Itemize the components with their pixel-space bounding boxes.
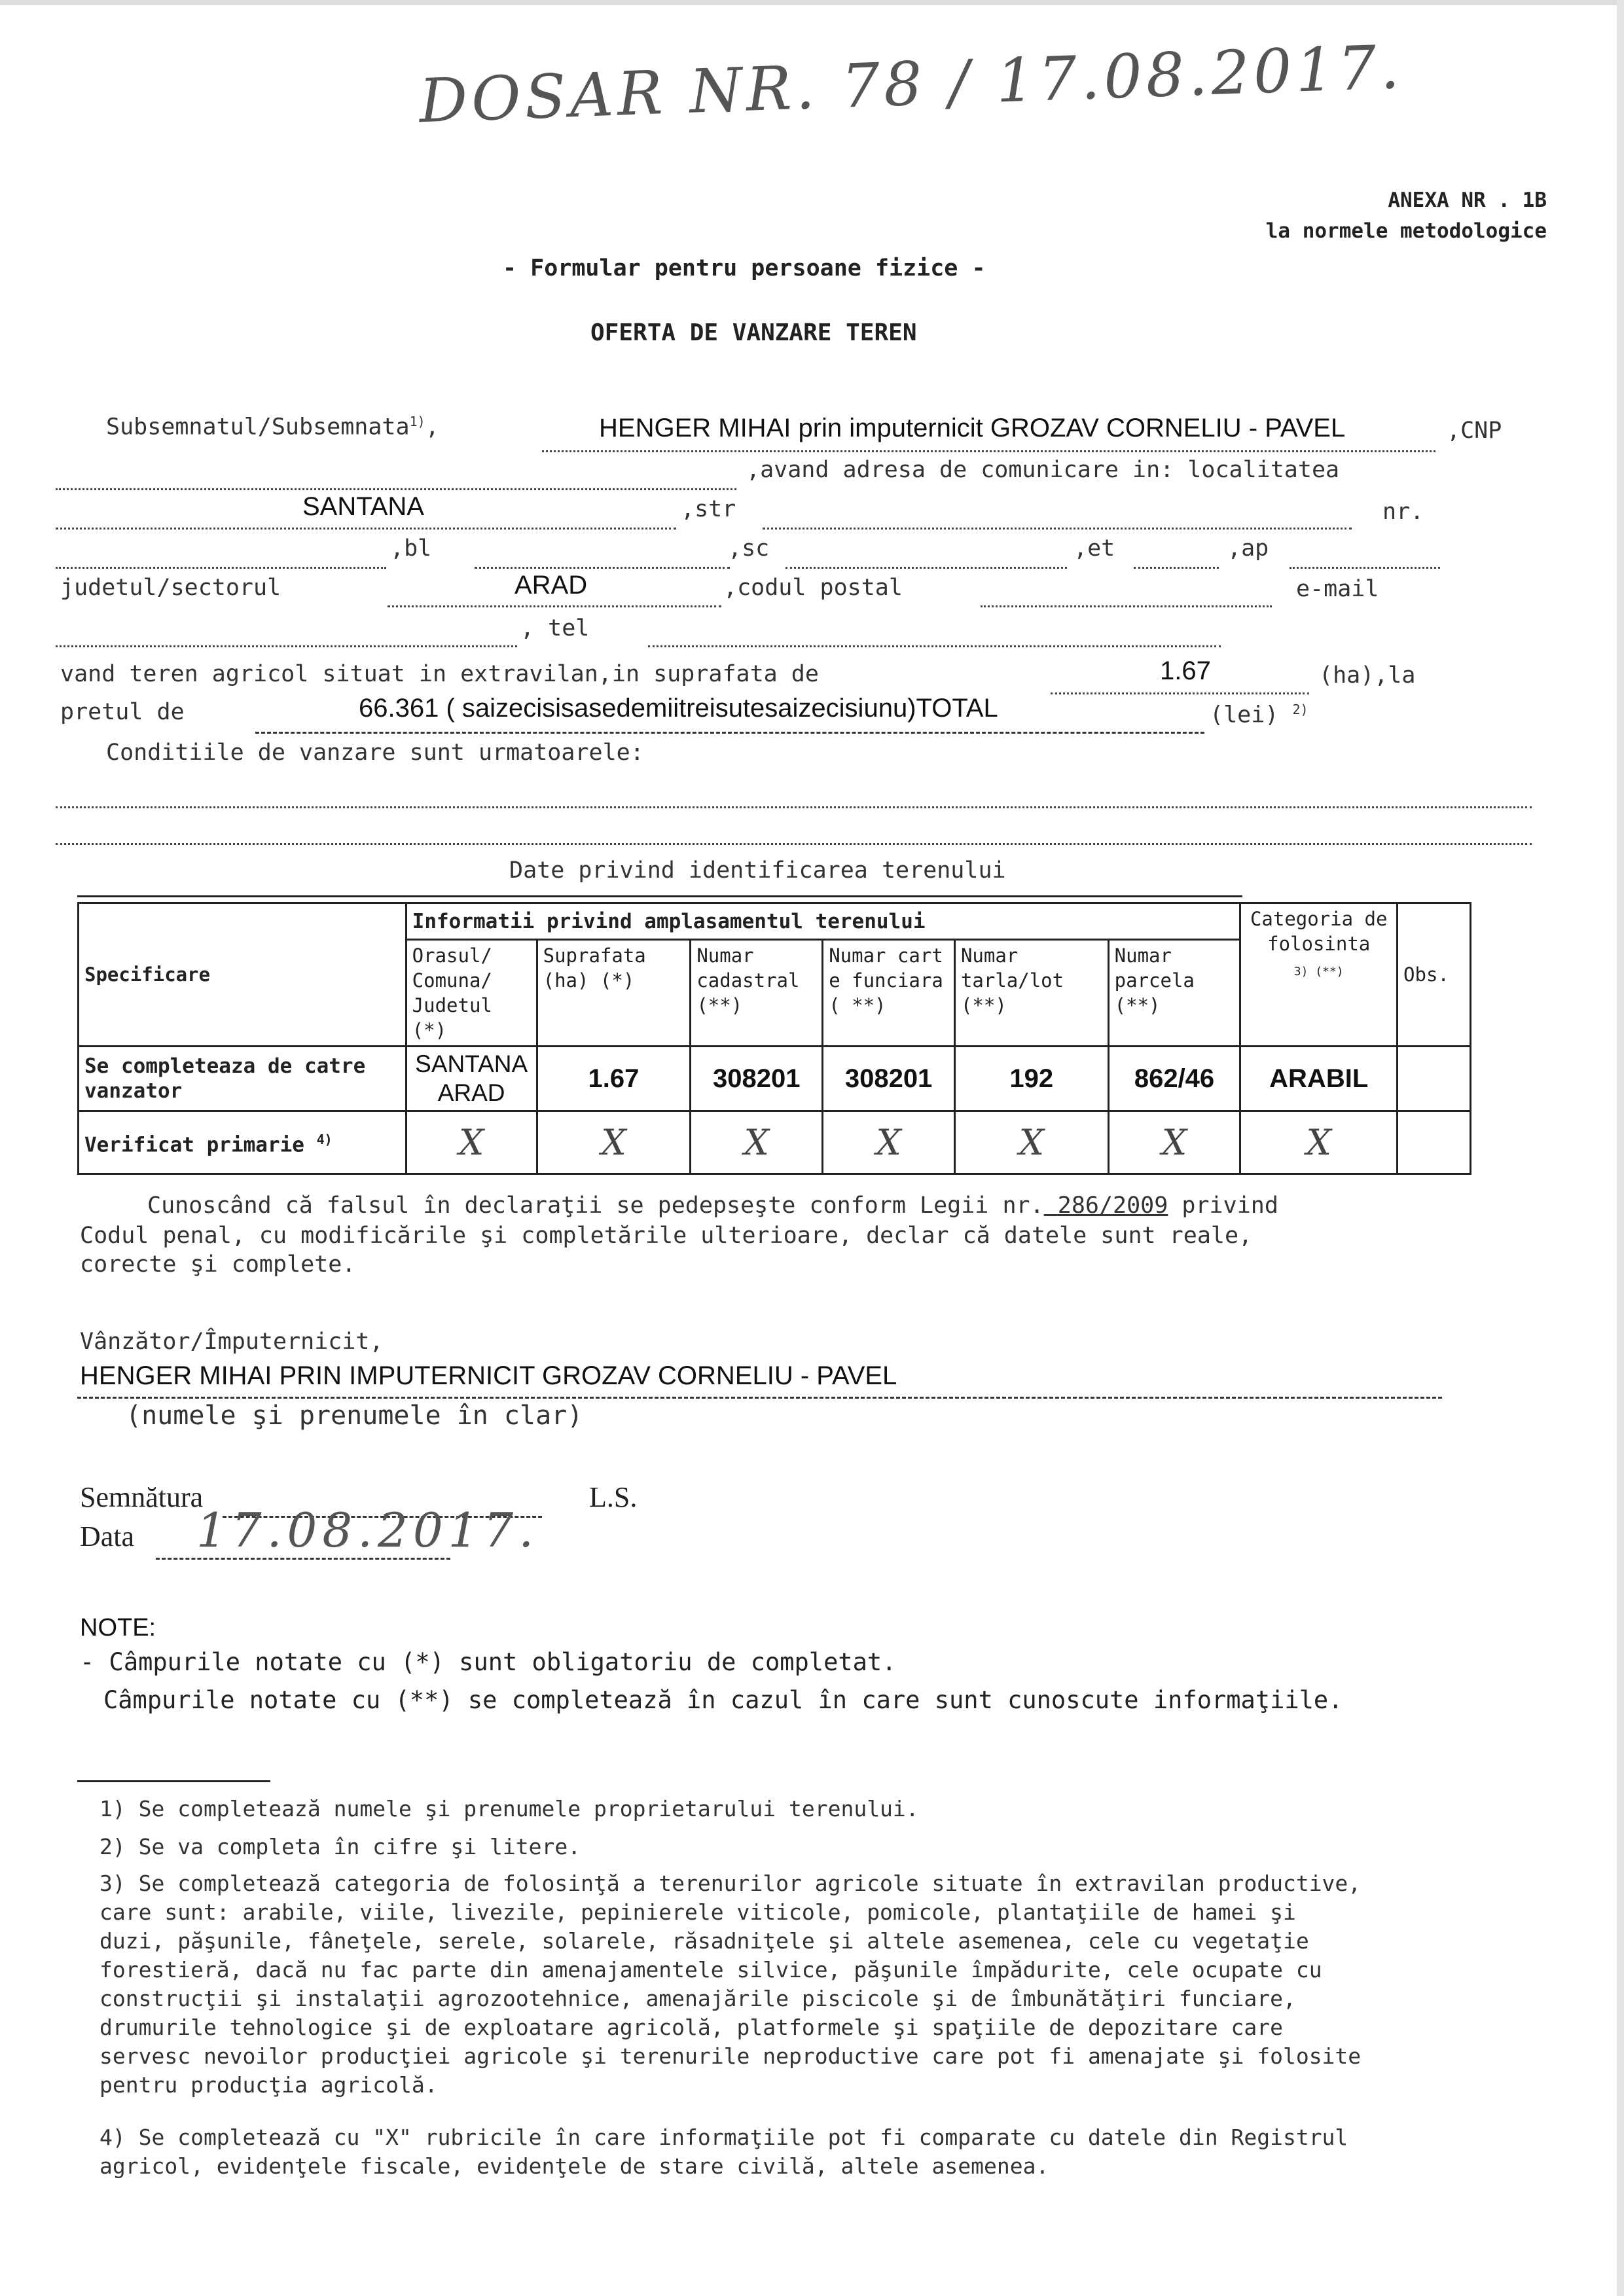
check-mark-suprafata: X: [537, 1111, 691, 1174]
table-row-verified: [79, 1111, 1471, 1174]
phone-field-line: [648, 645, 1221, 647]
price-label: pretul de: [60, 699, 185, 725]
floor-field-line: [1134, 567, 1219, 569]
annex-number: ANEXA NR . 1B: [1388, 188, 1547, 212]
cell-suprafata: 1.67: [537, 1047, 691, 1111]
page-title: OFERTA DE VANZARE TEREN: [590, 319, 917, 346]
footnote-3-line-5: construcţii şi instalaţii agrozootehnice, amenajările piscicole şi de îmbunătăţiri funciare,: [99, 1986, 1296, 2011]
footnote-3-line-4: forestieră, dacă nu fac parte din amenajamentele silvice, păşunile împădurite, cele ocupate cu: [99, 1957, 1322, 1982]
seal-label: L.S.: [589, 1481, 638, 1513]
surface-label: vand teren agricol situat in extravilan,in suprafata de: [60, 661, 819, 687]
seller-name-line: [77, 1397, 1442, 1399]
cell-categoria: ARABIL: [1240, 1047, 1398, 1111]
cell-carte: 308201: [823, 1047, 955, 1111]
apartment-field-line: [1290, 567, 1440, 569]
check-mark-tarla: X: [954, 1111, 1108, 1174]
surface-field-line: [1051, 692, 1309, 694]
price-field: 66.361 ( saizecisisasedemiitreisutesaizecisiunu)TOTAL: [359, 694, 998, 723]
col-header-carte: Numar carte funciara( **): [823, 940, 955, 1047]
notes-title: NOTE:: [80, 1614, 156, 1641]
date-value: 17.08.2017.: [196, 1503, 539, 1558]
col-header-tarla: Numar tarla/lot (**): [954, 940, 1108, 1047]
number-label: nr.: [1382, 499, 1424, 525]
subsemnatul-label: Subsemnatul/Subsemnata$^{1)}$,: [106, 414, 439, 440]
col-group-header: Informatii privind amplasamentul terenului: [406, 903, 1240, 940]
locality-field: SANTANA: [302, 492, 424, 521]
seller-label: Vânzător/Împuternicit,: [80, 1329, 384, 1355]
footnote-3-line-1: 3) Se completează categoria de folosinţă a terenurilor agricole situate în extravilan productive,: [99, 1871, 1362, 1896]
row-label-verified: Verificat primarie $^{4)}$: [79, 1111, 406, 1174]
check-mark-categoria: X: [1240, 1111, 1398, 1174]
date-line: [156, 1558, 450, 1560]
check-mark-carte: X: [823, 1111, 955, 1174]
seller-name: HENGER MIHAI PRIN IMPUTERNICIT GROZAV CORNELIU - PAVEL: [80, 1361, 897, 1390]
notes-line-1: - Câmpurile notate cu (*) sunt obligatoriu de completat.: [80, 1648, 897, 1676]
stair-label: ,sc: [728, 535, 770, 562]
scan-edge-right: [1617, 0, 1624, 2296]
footnote-1: 1) Se completează numele şi prenumele proprietarului terenului.: [99, 1796, 919, 1821]
postal-code-label: ,codul postal: [723, 575, 903, 601]
phone-label: , tel: [520, 615, 590, 641]
postal-code-field-line: [981, 605, 1272, 607]
form-type: - Formular pentru persoane fizice -: [503, 255, 986, 281]
county-label: judetul/sectorul: [60, 575, 281, 601]
footnote-rule: [77, 1780, 270, 1782]
name-field: HENGER MIHAI prin imputernicit GROZAV CORNELIU - PAVEL: [599, 414, 1346, 442]
land-identification-table: [77, 902, 1471, 1175]
signature-label: Semnătura: [80, 1481, 204, 1513]
county-field-line: [388, 605, 721, 607]
email-field-line: [56, 645, 517, 647]
conditions-label: Conditiile de vanzare sunt urmatoarele:: [106, 740, 644, 766]
col-header-suprafata: Suprafata (ha) (*): [537, 940, 691, 1047]
price-unit: (lei) $^{2)}$: [1210, 702, 1308, 728]
handwritten-file-number: DOSAR NR. 78 / 17.08.2017.: [418, 31, 1405, 137]
declaration-line-3: corecte şi complete.: [80, 1251, 356, 1278]
col-header-orasul: Orasul/ Comuna/ Judetul (*): [406, 940, 537, 1047]
price-field-line: [255, 732, 1204, 734]
stair-field-line: [785, 567, 1067, 569]
conditions-line-2: [56, 843, 1532, 845]
date-label: Data: [80, 1520, 135, 1552]
col-header-specificare: Specificare: [79, 903, 406, 1047]
check-mark-cadastral: X: [691, 1111, 823, 1174]
nr-field-line: [56, 567, 386, 569]
locality-field-line: [56, 528, 676, 529]
apartment-label: ,ap: [1227, 535, 1269, 562]
footnote-3-line-7: servesc nevoilor producţiei agricole şi terenurile neproductive care pot fi amenajate şi folosite: [99, 2043, 1362, 2069]
name-field-line: [542, 450, 1435, 452]
cell-obs-verified: [1398, 1111, 1471, 1174]
county-field: ARAD: [514, 571, 588, 600]
table-row-seller: [79, 1047, 1471, 1111]
surface-field: 1.67: [1160, 656, 1211, 685]
footnote-3-line-8: pentru producţia agricolă.: [99, 2072, 438, 2098]
footnote-3-line-2: care sunt: arabile, viile, livezile, pepinierele viticole, pomicole, plantaţiile de hamei şi: [99, 1899, 1296, 1925]
footnote-2: 2) Se va completa în cifre şi litere.: [99, 1834, 581, 1859]
block-field-line: [475, 567, 730, 569]
seller-name-caption: (numele şi prenumele în clar): [126, 1401, 583, 1431]
col-header-obs: Obs.: [1398, 903, 1471, 1047]
check-mark-oras: X: [406, 1111, 537, 1174]
cell-cadastral: 308201: [691, 1047, 823, 1111]
cell-oras: SANTANA ARAD: [406, 1047, 537, 1111]
email-label: e-mail: [1296, 576, 1379, 602]
cell-obs: [1398, 1047, 1471, 1111]
conditions-line-1: [56, 806, 1532, 808]
surface-unit: (ha),la: [1319, 662, 1416, 689]
cell-tarla: 192: [954, 1047, 1108, 1111]
annex-subtitle: la normele metodologice: [1265, 219, 1547, 243]
cell-parcela: 862/46: [1108, 1047, 1240, 1111]
floor-label: ,et: [1074, 535, 1115, 562]
street-label: ,str: [681, 496, 736, 522]
cnp-label: ,CNP: [1447, 418, 1502, 444]
col-header-cadastral: Numar cadastral (**): [691, 940, 823, 1047]
table-top-rule: [77, 895, 1242, 897]
col-header-categoria: Categoria de folosinta 3) (**): [1240, 903, 1398, 1047]
footnote-4-line-1: 4) Se completează cu "X" rubricile în care informaţiile pot fi comparate cu datele din Registrul: [99, 2125, 1348, 2150]
check-mark-parcela: X: [1108, 1111, 1240, 1174]
footnote-3-line-6: drumurile tehnologice şi de exploatare agricolă, platformele şi spaţiile de depozitare care: [99, 2015, 1283, 2040]
cnp-field-line: [56, 488, 736, 490]
footnote-4-line-2: agricol, evidenţele fiscale, evidenţele de stare civilă, altele asemenea.: [99, 2153, 1049, 2179]
col-header-parcela: Numar parcela (**): [1108, 940, 1240, 1047]
declaration-line-1: Cunoscând că falsul în declaraţii se pedepseşte conform Legii nr. 286/2009 privind: [147, 1193, 1278, 1219]
row-label-seller: Se completeaza de catre vanzator: [79, 1047, 406, 1111]
table-caption: Date privind identificarea terenului: [509, 857, 1006, 884]
block-label: ,bl: [390, 535, 432, 562]
scan-edge-top: [0, 0, 1624, 5]
address-label: ,avand adresa de comunicare in: localitatea: [746, 457, 1340, 483]
footnote-3-line-3: duzi, păşunile, fâneţele, serele, solarele, răsadniţele şi altele asemenea, cele cu vegetaţie: [99, 1928, 1309, 1954]
declaration-line-2: Codul penal, cu modificările şi completările ulterioare, declar că datele sunt reale,: [80, 1223, 1253, 1249]
street-field-line: [763, 528, 1352, 529]
notes-line-2: Câmpurile notate cu (**) se completează în cazul în care sunt cunoscute informaţiile.: [103, 1686, 1343, 1714]
